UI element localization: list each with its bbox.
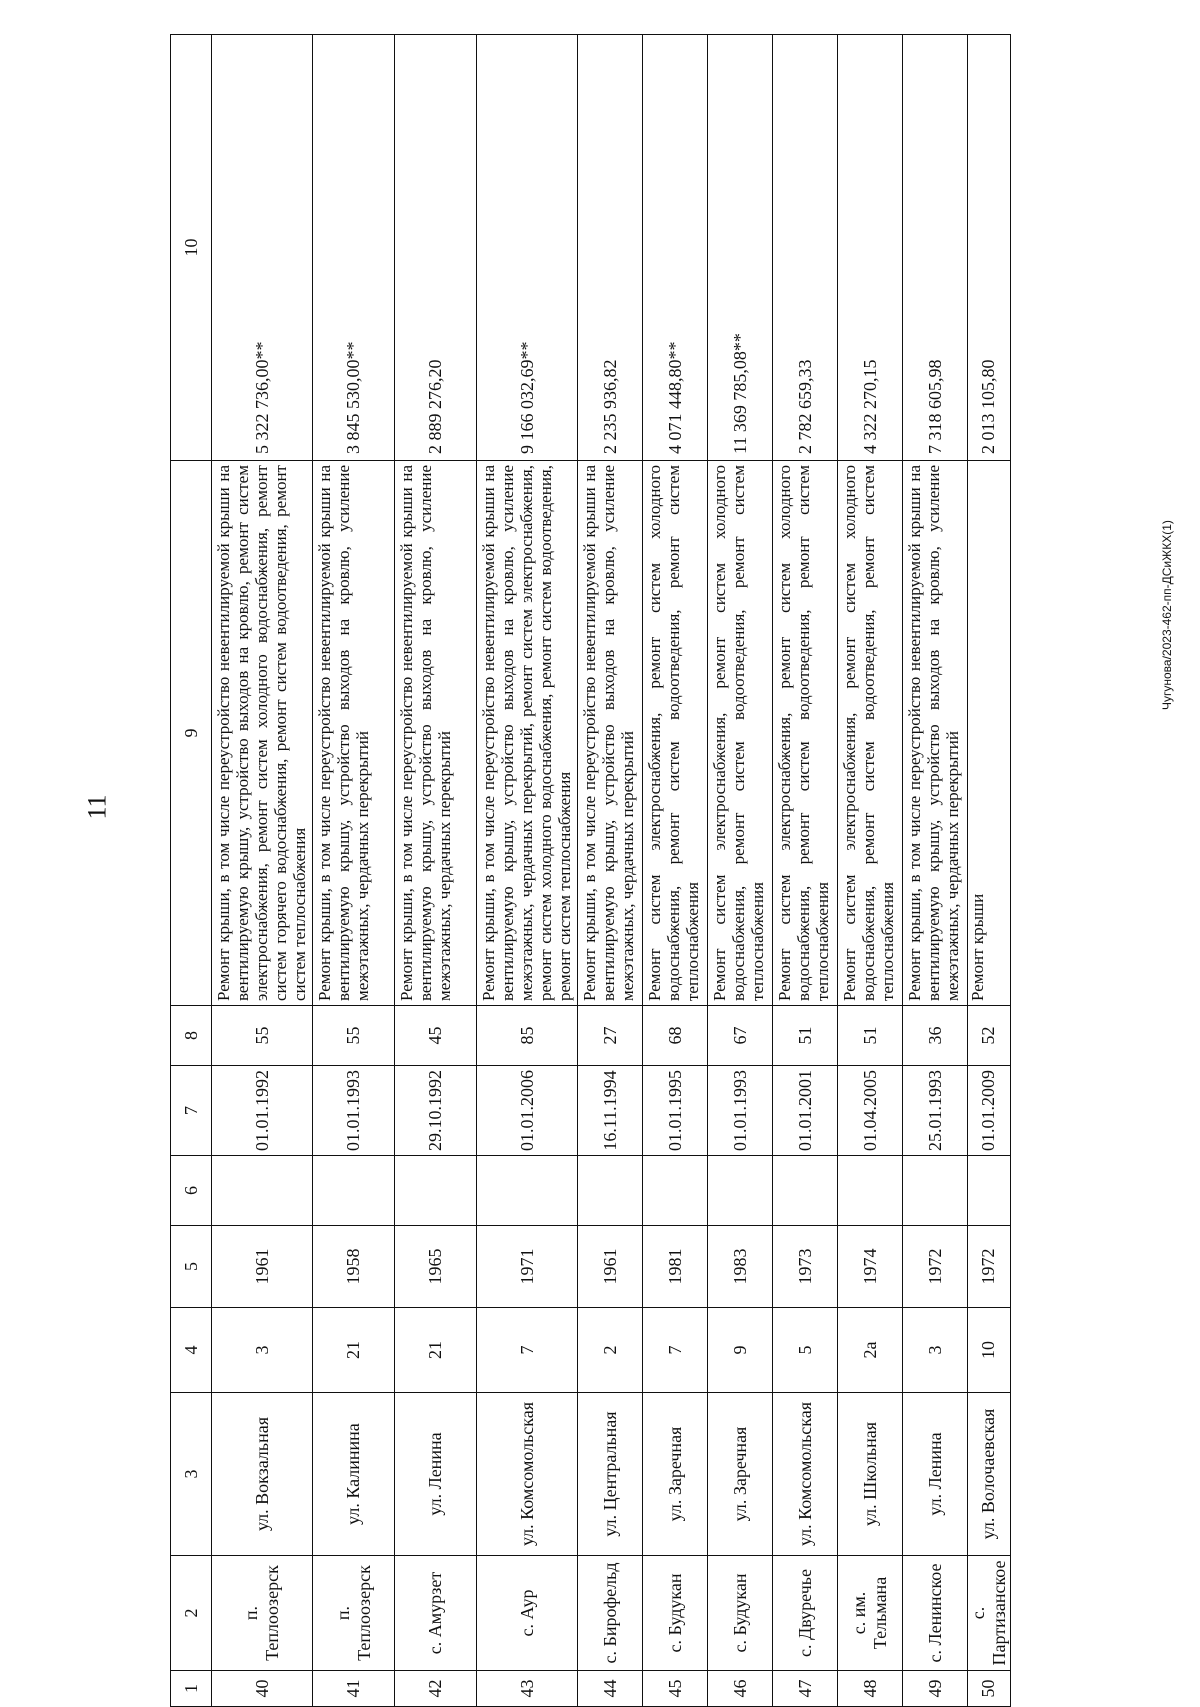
cell-n: 45: [643, 1671, 708, 1707]
cell-col8: 55: [313, 1006, 395, 1066]
cell-date: 01.01.1993: [313, 1066, 395, 1156]
cell-date: 01.01.2009: [968, 1066, 1011, 1156]
cell-date: 01.01.2006: [477, 1066, 578, 1156]
cell-col6: [773, 1156, 838, 1226]
cell-house: 3: [212, 1308, 313, 1393]
table-row: [313, 35, 395, 1707]
table-row: [395, 35, 477, 1707]
column-header: 5: [171, 1226, 212, 1308]
table-row: [578, 35, 643, 1707]
cell-works: Ремонт систем электроснабжения, ремонт систем холодного водоснабжения, ремонт систем водоотведения, ремонт систем теплоснабжения: [643, 461, 708, 1006]
cell-cost: 2 782 659,33: [773, 35, 838, 461]
cell-col8: 55: [212, 1006, 313, 1066]
cell-house: 21: [313, 1308, 395, 1393]
cell-cost: 5 322 736,00**: [212, 35, 313, 461]
cell-year: 1961: [578, 1226, 643, 1308]
cell-date: 01.01.1993: [708, 1066, 773, 1156]
cell-col6: [313, 1156, 395, 1226]
cell-date: 29.10.1992: [395, 1066, 477, 1156]
cell-street: ул. Ленина: [903, 1393, 968, 1556]
cell-col8: 45: [395, 1006, 477, 1066]
table-row: [773, 35, 838, 1707]
cell-house: 7: [477, 1308, 578, 1393]
cell-works: Ремонт крыши: [968, 461, 1011, 1006]
cell-works: Ремонт систем электроснабжения, ремонт систем холодного водоснабжения, ремонт систем водоотведения, ремонт систем теплоснабжения: [838, 461, 903, 1006]
cell-n: 46: [708, 1671, 773, 1707]
cell-settlement: с. им. Тельмана: [838, 1556, 903, 1671]
cell-settlement: с. Будукан: [708, 1556, 773, 1671]
cell-settlement: с. Ленинское: [903, 1556, 968, 1671]
cell-date: 01.04.2005: [838, 1066, 903, 1156]
column-header: 7: [171, 1066, 212, 1156]
cell-cost: 2 235 936,82: [578, 35, 643, 461]
table-row: [903, 35, 968, 1707]
cell-works: Ремонт крыши, в том числе переустройство невентилируемой крыши на вентилируемую крышу, устройство выходов на кровлю, усиление межэтажных, чердачных перекрытий: [903, 461, 968, 1006]
cell-house: 2а: [838, 1308, 903, 1393]
cell-year: 1972: [903, 1226, 968, 1308]
cell-street: ул. Волочаевская: [968, 1393, 1011, 1556]
cell-cost: 11 369 785,08**: [708, 35, 773, 461]
cell-house: 9: [708, 1308, 773, 1393]
cell-col8: 85: [477, 1006, 578, 1066]
table-row: [968, 35, 1011, 1707]
cell-year: 1961: [212, 1226, 313, 1308]
cell-works: Ремонт крыши, в том числе переустройство невентилируемой крыши на вентилируемую крышу, устройство выходов на кровлю, усиление межэтажных, чердачных перекрытий, ремонт систем электроснабжения, ремонт систем холодного водоснабжения, ремонт систем водоотведения, ремонт систем теплоснабжения: [477, 461, 578, 1006]
cell-n: 48: [838, 1671, 903, 1707]
cell-settlement: с. Партизанское: [968, 1556, 1011, 1671]
cell-settlement: п. Теплоозерск: [212, 1556, 313, 1671]
cell-year: 1981: [643, 1226, 708, 1308]
cell-street: ул. Калинина: [313, 1393, 395, 1556]
cell-col6: [643, 1156, 708, 1226]
cell-year: 1974: [838, 1226, 903, 1308]
cell-year: 1958: [313, 1226, 395, 1308]
cell-settlement: с. Будукан: [643, 1556, 708, 1671]
cell-date: 01.01.1992: [212, 1066, 313, 1156]
cell-cost: 9 166 032,69**: [477, 35, 578, 461]
cell-n: 40: [212, 1671, 313, 1707]
column-header: 6: [171, 1156, 212, 1226]
cell-cost: 3 845 530,00**: [313, 35, 395, 461]
cell-col8: 52: [968, 1006, 1011, 1066]
cell-n: 49: [903, 1671, 968, 1707]
cell-works: Ремонт систем электроснабжения, ремонт систем холодного водоснабжения, ремонт систем водоотведения, ремонт систем теплоснабжения: [708, 461, 773, 1006]
table-row: [708, 35, 773, 1707]
cell-col8: 68: [643, 1006, 708, 1066]
page-number: 11: [82, 794, 112, 820]
cell-cost: 4 071 448,80**: [643, 35, 708, 461]
cell-col8: 36: [903, 1006, 968, 1066]
cell-street: ул. Комсомольская: [477, 1393, 578, 1556]
cell-house: 5: [773, 1308, 838, 1393]
cell-works: Ремонт крыши, в том числе переустройство невентилируемой крыши на вентилируемую крышу, устройство выходов на кровлю, усиление межэтажных, чердачных перекрытий: [313, 461, 395, 1006]
cell-year: 1973: [773, 1226, 838, 1308]
cell-col8: 67: [708, 1006, 773, 1066]
table-row: [838, 35, 903, 1707]
cell-street: ул. Центральная: [578, 1393, 643, 1556]
cell-street: ул. Заречная: [643, 1393, 708, 1556]
cell-col8: 27: [578, 1006, 643, 1066]
column-header: 8: [171, 1006, 212, 1066]
cell-street: ул. Вокзальная: [212, 1393, 313, 1556]
cell-house: 7: [643, 1308, 708, 1393]
header-row: [171, 35, 212, 1707]
cell-n: 43: [477, 1671, 578, 1707]
cell-col6: [968, 1156, 1011, 1226]
cell-settlement: с. Двуречье: [773, 1556, 838, 1671]
cell-n: 42: [395, 1671, 477, 1707]
cell-n: 41: [313, 1671, 395, 1707]
cell-date: 25.01.1993: [903, 1066, 968, 1156]
cell-street: ул. Заречная: [708, 1393, 773, 1556]
cell-year: 1965: [395, 1226, 477, 1308]
cell-date: 01.01.2001: [773, 1066, 838, 1156]
cell-col6: [578, 1156, 643, 1226]
cell-street: ул. Комсомольская: [773, 1393, 838, 1556]
cell-house: 3: [903, 1308, 968, 1393]
cell-date: 01.01.1995: [643, 1066, 708, 1156]
cell-cost: 2 013 105,80: [968, 35, 1011, 461]
cell-col6: [708, 1156, 773, 1226]
cell-n: 50: [968, 1671, 1011, 1707]
cell-col8: 51: [838, 1006, 903, 1066]
cell-date: 16.11.1994: [578, 1066, 643, 1156]
table-row: [212, 35, 313, 1707]
document-footer-code: Чугунова/2023-462-пп-ДСиЖКХ(1): [1160, 520, 1174, 710]
cell-cost: 4 322 270,15: [838, 35, 903, 461]
cell-house: 21: [395, 1308, 477, 1393]
cell-col6: [395, 1156, 477, 1226]
cell-cost: 2 889 276,20: [395, 35, 477, 461]
column-header: 4: [171, 1308, 212, 1393]
table-row: [477, 35, 578, 1707]
cell-settlement: п. Теплоозерск: [313, 1556, 395, 1671]
cell-house: 2: [578, 1308, 643, 1393]
cell-col6: [903, 1156, 968, 1226]
cell-year: 1983: [708, 1226, 773, 1308]
cell-n: 47: [773, 1671, 838, 1707]
column-header: 10: [171, 35, 212, 461]
cell-works: Ремонт крыши, в том числе переустройство невентилируемой крыши на вентилируемую крышу, устройство выходов на кровлю, ремонт систем электроснабжения, ремонт систем холодного водоснабжения, ремонт систем горячего водоснабжения, ремонт систем водоотведения, ремонт систем теплоснабжения: [212, 461, 313, 1006]
cell-works: Ремонт систем электроснабжения, ремонт систем холодного водоснабжения, ремонт систем водоотведения, ремонт систем теплоснабжения: [773, 461, 838, 1006]
cell-year: 1971: [477, 1226, 578, 1308]
cell-col8: 51: [773, 1006, 838, 1066]
cell-col6: [212, 1156, 313, 1226]
cell-col6: [477, 1156, 578, 1226]
column-header: 2: [171, 1556, 212, 1671]
repair-program-table: [170, 34, 1011, 1707]
table-row: [643, 35, 708, 1707]
cell-house: 10: [968, 1308, 1011, 1393]
cell-settlement: с. Бирофельд: [578, 1556, 643, 1671]
column-header: 1: [171, 1671, 212, 1707]
cell-settlement: с. Амурзет: [395, 1556, 477, 1671]
rotated-table-container: [170, 35, 1070, 1707]
cell-works: Ремонт крыши, в том числе переустройство невентилируемой крыши на вентилируемую крышу, устройство выходов на кровлю, усиление межэтажных, чердачных перекрытий: [395, 461, 477, 1006]
cell-year: 1972: [968, 1226, 1011, 1308]
cell-col6: [838, 1156, 903, 1226]
cell-works: Ремонт крыши, в том числе переустройство невентилируемой крыши на вентилируемую крышу, устройство выходов на кровлю, усиление межэтажных, чердачных перекрытий: [578, 461, 643, 1006]
cell-settlement: с. Аур: [477, 1556, 578, 1671]
column-header: 9: [171, 461, 212, 1006]
cell-street: ул. Школьная: [838, 1393, 903, 1556]
column-header: 3: [171, 1393, 212, 1556]
cell-n: 44: [578, 1671, 643, 1707]
cell-street: ул. Ленина: [395, 1393, 477, 1556]
cell-cost: 7 318 605,98: [903, 35, 968, 461]
